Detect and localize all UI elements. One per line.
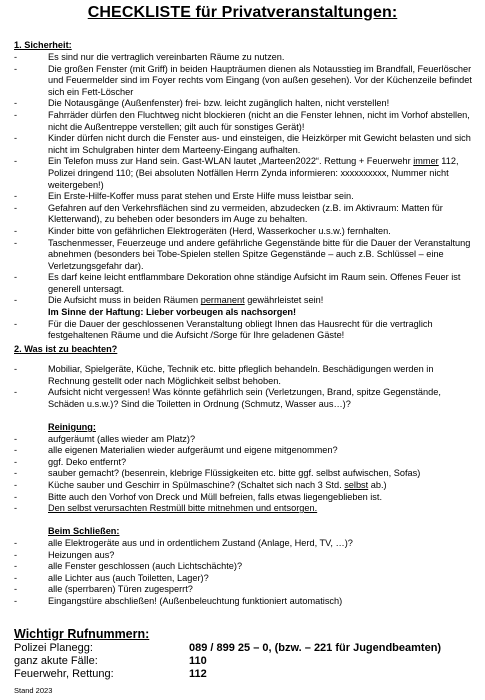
item-text: alle Fenster geschlossen (auch Lichtschächte)? — [48, 561, 243, 572]
item-text: 112, Polizei dringend 110; (Bei absoluten Notfällen Herrn Zynda informieren: xxxxxxxxxx, Nummer nicht weitergeben!) — [48, 156, 459, 190]
item-text: Es darf keine leicht entflammbare Dekoration ohne ständige Aufsicht im Raum sein. Offenes Feuer ist generell untersagt. — [48, 272, 461, 294]
item-text: ab.) — [368, 479, 387, 490]
bullet-dash: - — [14, 433, 18, 444]
bullet-dash: - — [14, 156, 18, 167]
list-item — [14, 573, 475, 585]
list-item — [14, 238, 475, 273]
phone-row — [14, 655, 484, 668]
bullet-dash: - — [14, 479, 18, 490]
item-text: Ein Telefon muss zur Hand sein. Gast-WLAN lautet „Marteen2022“. Rettung + Feuerwehr — [48, 156, 414, 167]
list-item — [14, 64, 475, 99]
list-item — [14, 596, 475, 608]
bullet-dash: - — [14, 225, 18, 236]
phone-number: 110 — [189, 655, 207, 668]
phone-number: 089 / 899 25 – 0, (bzw. – 221 für Jugendbeamten) — [189, 642, 442, 654]
item-text: aufgeräumt (alles wieder am Platz)? — [48, 433, 196, 444]
bullet-dash: - — [14, 445, 18, 456]
list-item — [14, 561, 475, 573]
item-text: Bitte auch den Vorhof von Dreck und Müll befreien, falls etwas liegengeblieben ist. — [48, 491, 383, 502]
list-item — [14, 191, 475, 203]
bullet-dash: - — [14, 537, 18, 548]
bullet-dash: - — [14, 202, 18, 213]
list-item — [14, 156, 475, 191]
list-item — [14, 538, 475, 550]
item-text: Kinder bitte von gefährlichen Elektrogeräten (Herd, Wasserkocher u.s.w.) fernhalten. — [48, 225, 391, 236]
list-item — [14, 307, 475, 319]
list-item — [14, 550, 475, 562]
item-text: alle (sperrbaren) Türen zugesperrt? — [48, 584, 193, 595]
bullet-dash: - — [14, 191, 18, 202]
phone-label: Polizei Planegg: — [14, 642, 93, 654]
item-text: alle Elektrogeräte aus und in ordentlichem Zustand (Anlage, Herd, TV, …)? — [48, 537, 353, 548]
phone-numbers-list — [14, 642, 484, 682]
spacer — [14, 515, 475, 527]
item-text: Mobiliar, Spielgeräte, Küche, Technik etc. bitte pfleglich behandeln. Beschädigungen werden in Rechnung gestellt oder nach Möglichkeit selbst behoben. — [48, 364, 434, 386]
item-text: Ein Erste-Hilfe-Koffer muss parat stehen und Erste Hilfe muss leistbar sein. — [48, 191, 354, 202]
item-text: selbst — [344, 479, 369, 490]
item-text: Aufsicht nicht vergessen! Was könnte gefährlich sein (Verletzungen, Brand, spitze Gegenstände, Schäden u.s.w.)? Sind die Toiletten in Ordnung (Schmutz, Wasser aus…)? — [48, 387, 441, 409]
bullet-dash: - — [14, 491, 18, 502]
item-text: Für die Dauer der geschlossenen Veranstaltung obliegt Ihnen das Hausrecht für die vertraglich festgehaltenen Räume und die Aufsicht /Sorge für Ihre geladenen Gäste! — [48, 318, 433, 341]
footer-stand: Stand 2023 — [14, 686, 53, 695]
item-text: sauber gemacht? (besenrein, klebrige Flüssigkeiten etc. bitte ggf. selbst aufwischen, Sofas) — [48, 468, 421, 479]
spacer — [14, 410, 475, 422]
bullet-dash: - — [14, 98, 18, 109]
bullet-dash: - — [14, 52, 18, 62]
item-text: Kinder dürfen nicht durch die Fenster aus- und einsteigen, die Heizkörper mit Gewicht belasten und sich nicht im Schulgraben hinter dem Marteeny-Eingang aufhalten. — [48, 133, 471, 155]
list-item — [14, 52, 475, 64]
list-item — [14, 203, 475, 226]
item-text: alle Lichter aus (auch Toiletten, Lager)? — [48, 572, 209, 583]
item-text: Die Aufsicht muss in beiden Räumen — [48, 295, 201, 306]
item-text: Eingangstüre abschließen! (Außenbeleuchtung funktioniert automatisch) — [48, 595, 343, 606]
list-item — [14, 480, 475, 492]
list-item — [14, 272, 475, 295]
phone-number: 112 — [189, 668, 207, 681]
item-text: Den selbst verursachten Restmüll bitte mitnehmen und entsorgen. — [48, 503, 318, 514]
bullet-dash: - — [14, 595, 18, 606]
section-2-heading: 2. Was ist zu beachten? — [14, 344, 118, 354]
item-text: Es sind nur die vertraglich vereinbarten Räume zu nutzen. — [48, 52, 285, 62]
bullet-dash: - — [14, 468, 18, 479]
phone-row — [14, 668, 484, 681]
bullet-dash: - — [14, 572, 18, 583]
phone-numbers-heading: Wichtigr Rufnummern: — [14, 627, 150, 641]
list-item — [14, 492, 475, 504]
list-item — [14, 422, 475, 434]
item-text: Taschenmesser, Feuerzeuge und andere gefährliche Gegenstände bitte für die Dauer der Veranstaltung abnehmen (besonders bei Tobe-Spielen stellen Spitze Gegenstände – auch z.B. Schlüssel – eine Verletzungsgefahr dar). — [48, 237, 471, 271]
list-item — [14, 133, 475, 156]
list-item — [14, 387, 475, 410]
bullet-dash: - — [14, 109, 18, 120]
list-item — [14, 110, 475, 133]
item-text: permanent — [200, 295, 245, 306]
item-text: Fahrräder dürfen den Fluchtweg nicht blockieren (nicht an die Fenster lehnen, nicht im Vorhof abstellen, nicht die Außentreppe verstellen; gilt auch für sonstiges Gerät)! — [48, 109, 470, 132]
list-item — [14, 468, 475, 480]
list-item — [14, 434, 475, 446]
list-item — [14, 319, 475, 342]
item-text: alle eigenen Materialien wieder aufgeräumt und eigene mitgenommen? — [48, 445, 338, 456]
bullet-dash: - — [14, 561, 18, 572]
bullet-dash: - — [14, 387, 18, 398]
phone-row — [14, 642, 484, 655]
bullet-dash: - — [14, 584, 18, 595]
bullet-dash: - — [14, 456, 18, 467]
bullet-dash: - — [14, 295, 18, 306]
bullet-dash: - — [14, 237, 18, 248]
list-item — [14, 226, 475, 238]
item-text: Im Sinne der Haftung: Lieber vorbeugen als nachsorgen! — [48, 307, 297, 318]
phone-label: Feuerwehr, Rettung: — [14, 668, 114, 681]
item-text: Gefahren auf den Verkehrsflächen sind zu vermeiden, abzudecken (z.B. im Aktivraum: Matten für Kletterwand), zu beheben oder besonders im Auge zu behalten. — [48, 202, 443, 225]
item-text: Heizungen aus? — [48, 549, 115, 560]
bullet-dash: - — [14, 272, 18, 283]
section-2-list — [14, 364, 475, 607]
list-item — [14, 364, 475, 387]
item-text: Die Notausgänge (Außenfenster) frei- bzw. leicht zugänglich halten, nicht verstellen! — [48, 98, 390, 109]
item-text: Küche sauber und Geschirr in Spülmaschine? (Schaltet sich nach 3 Std. — [48, 479, 345, 490]
bullet-dash: - — [14, 318, 18, 329]
section-1-list — [14, 52, 475, 342]
list-item — [14, 526, 475, 538]
bullet-dash: - — [14, 503, 18, 514]
subsection-heading: Reinigung: — [48, 421, 96, 432]
list-item — [14, 98, 475, 110]
section-1-heading: 1. Sicherheit: — [14, 40, 72, 50]
list-item — [14, 445, 475, 457]
item-text: gewährleistet sein! — [244, 295, 324, 306]
page-title: CHECKLISTE für Privatveranstaltungen: — [87, 4, 398, 21]
list-item — [14, 295, 475, 307]
item-text: immer — [413, 156, 439, 167]
list-item — [14, 457, 475, 469]
phone-label: ganz akute Fälle: — [14, 655, 98, 668]
item-text: ggf. Deko entfernt? — [48, 456, 127, 467]
bullet-dash: - — [14, 364, 18, 374]
item-text: Die großen Fenster (mit Griff) in beiden Haupträumen dienen als Notausstieg im Brandfall, Feuerlöscher und Feuermelder sind im Foyer rechts vom Eingang (von außen gesehen). Vor der Küchenzeile befindet sich ein Fett-Löscher — [48, 63, 472, 97]
subsection-heading: Beim Schließen: — [48, 526, 120, 537]
list-item — [14, 584, 475, 596]
bullet-dash: - — [14, 133, 18, 144]
bullet-dash: - — [14, 63, 18, 74]
list-item — [14, 503, 475, 515]
bullet-dash: - — [14, 549, 18, 560]
